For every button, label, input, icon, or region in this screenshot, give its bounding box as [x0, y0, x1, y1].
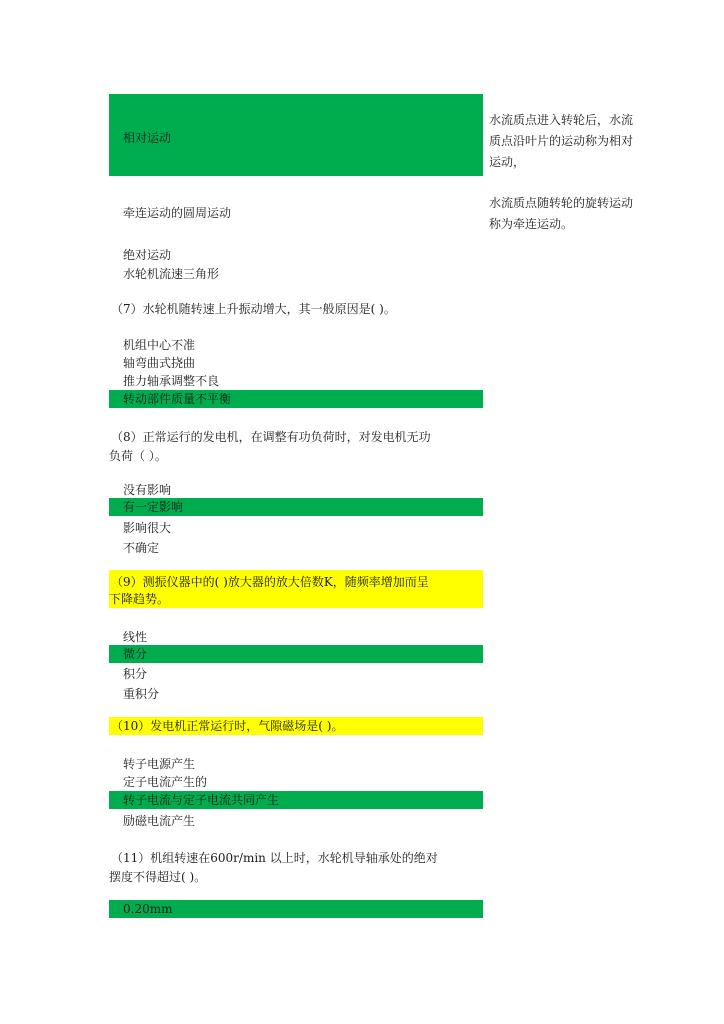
option: 转动部件质量不平衡 — [123, 392, 232, 406]
option: 转子电流与定子电流共同产生 — [123, 793, 280, 807]
option: 积分 — [123, 667, 148, 681]
note-transport-motion: 水流质点随转轮的旋转运动称为牵连运动。 — [489, 196, 634, 231]
option: 线性 — [123, 630, 148, 644]
note-relative-motion: 水流质点进入转轮后，水流质点沿叶片的运动称为相对运动， — [489, 113, 634, 169]
option: 影响很大 — [123, 521, 172, 535]
option: 0.20mm — [123, 902, 173, 916]
question-10: （10）发电机正常运行时，气隙磁场是( )。 — [111, 719, 344, 733]
question-7: （7）水轮机随转速上升振动增大，其一般原因是( )。 — [111, 302, 396, 316]
option: 机组中心不准 — [123, 338, 196, 352]
option: 转子电源产生 — [123, 757, 196, 771]
option: 不确定 — [123, 541, 160, 555]
option: 有一定影响 — [123, 500, 184, 514]
question-9-line1: （9）测振仪器中的( )放大器的放大倍数K，随频率增加而呈 — [111, 575, 429, 589]
option: 相对运动 — [123, 131, 172, 145]
answer-highlight — [109, 645, 483, 663]
question-9-line2: 下降趋势。 — [109, 592, 170, 606]
question-11-line1: （11）机组转速在600r/min 以上时，水轮机导轴承处的绝对 — [111, 851, 438, 865]
option: 没有影响 — [123, 483, 172, 497]
question-8-line2: 负荷（ ）。 — [109, 449, 167, 463]
option: 微分 — [123, 647, 148, 661]
option: 定子电流产生的 — [123, 775, 208, 789]
option: 重积分 — [123, 687, 160, 701]
option: 绝对运动 — [123, 248, 172, 262]
question-11-line2: 摆度不得超过( )。 — [109, 870, 207, 884]
option: 励磁电流产生 — [123, 814, 196, 828]
question-8-line1: （8）正常运行的发电机，在调整有功负荷时，对发电机无功 — [111, 430, 431, 444]
option: 水轮机流速三角形 — [123, 267, 220, 281]
option: 轴弯曲式挠曲 — [123, 356, 196, 370]
option: 推力轴承调整不良 — [123, 374, 220, 388]
option: 牵连运动的圆周运动 — [123, 206, 232, 220]
